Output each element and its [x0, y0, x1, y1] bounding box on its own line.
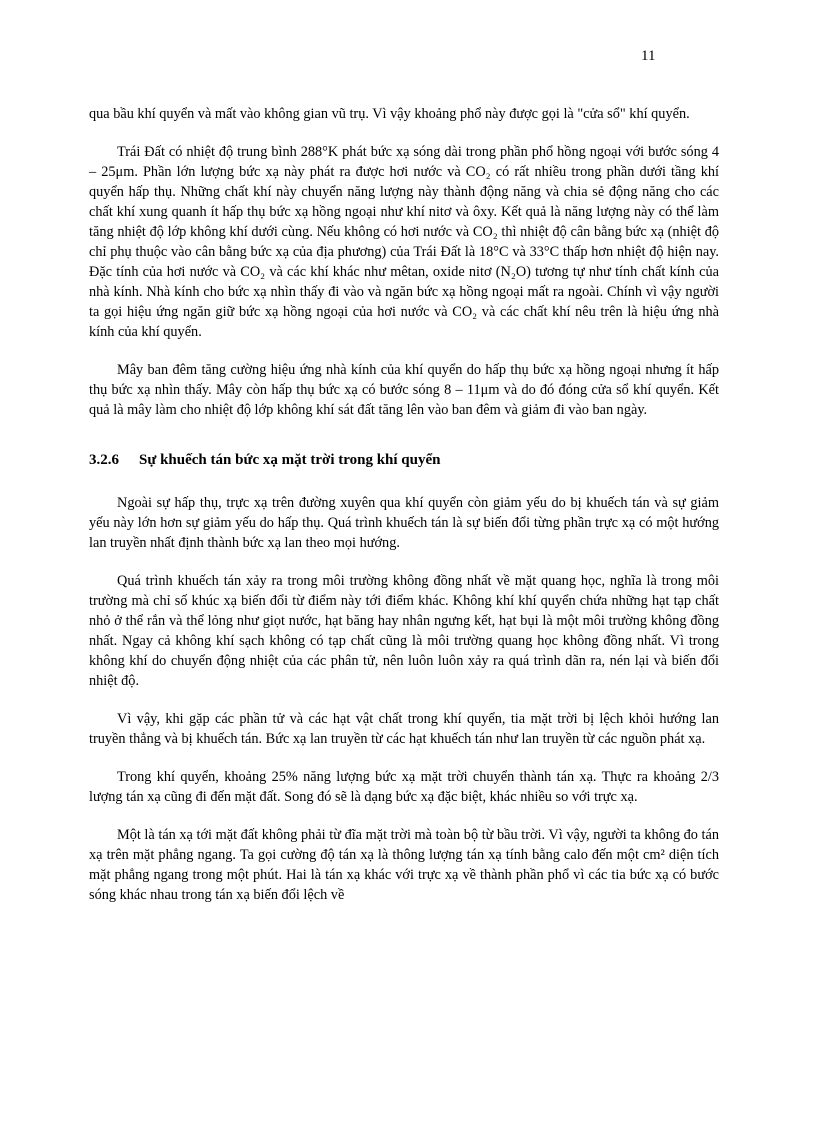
section-number: 3.2.6: [89, 452, 119, 468]
paragraph: Trái Đất có nhiệt độ trung bình 288°K phát bức xạ sóng dài trong phần phổ hồng ngoại với bước sóng 4 – 25μm. Phần lớn lượng bức xạ này phát ra được hơi nước và CO₂ có rất nhiều trong phần dưới tầng khí quyển hấp thụ. Những chất khí này chuyển năng lượng này thành động năng và chia sẻ động năng cho các chất khí xung quanh ít hấp thụ bức xạ hồng ngoại như khí nitơ và ôxy. Kết quả là năng lượng này có thể làm tăng nhiệt độ lớp không khí dưới cùng. Nếu không có hơi nước và CO₂ thì nhiệt độ cân bằng bức xạ (nhiệt độ chỉ phụ thuộc vào cân bằng bức xạ của địa phương) của Trái Đất là 18°C và 33°C thấp hơn nhiệt độ hiện nay. Đặc tính của hơi nước và CO₂ và các khí khác như mêtan, oxide nitơ (N₂O) tương tự như tính chất kính của nhà kính. Nhà kính cho bức xạ nhìn thấy đi vào và ngăn bức xạ hồng ngoại mất ra ngoài. Chính vì vậy người ta gọi hiệu ứng ngăn giữ bức xạ hồng ngoại của hơi nước và CO₂ và các chất khí nêu trên là hiệu ứng nhà kính của khí quyển.: [89, 144, 719, 340]
paragraph: Mây ban đêm tăng cường hiệu ứng nhà kính của khí quyển do hấp thụ bức xạ hồng ngoại nhưng ít hấp thụ bức xạ nhìn thấy. Mây còn hấp thụ bức xạ có bước sóng 8 – 11μm và do đó đóng cửa sổ khí quyển. Kết quả là mây làm cho nhiệt độ lớp không khí sát đất tăng lên vào ban đêm và giảm đi vào ban ngày.: [89, 362, 719, 418]
paragraph: Vì vậy, khi gặp các phần tử và các hạt vật chất trong khí quyển, tia mặt trời bị lệch khỏi hướng lan truyền thẳng và bị khuếch tán. Bức xạ lan truyền từ các hạt khuếch tán như lan truyền từ các nguồn phát xạ.: [89, 711, 719, 747]
page-number: 11: [641, 48, 656, 64]
section-heading: [89, 450, 719, 470]
paragraph: Trong khí quyển, khoảng 25% năng lượng bức xạ mặt trời chuyển thành tán xạ. Thực ra khoảng 2/3 lượng tán xạ cũng đi đến mặt đất. Song đó sẽ là dạng bức xạ đặc biệt, khác nhiều so với trực xạ.: [89, 769, 719, 805]
paragraph: Quá trình khuếch tán xảy ra trong môi trường không đồng nhất về mặt quang học, nghĩa là trong môi trường mà chỉ số khúc xạ biến đổi từ điểm này tới điểm khác. Không khí khí quyển chứa những hạt tạp chất nhỏ ở thể rắn và thể lỏng như giọt nước, hạt băng hay nhân ngưng kết, hạt bụi là một môi trường không đồng nhất. Ngay cả không khí sạch không có tạp chất cũng là môi trường quang học không đồng nhất. Vì trong không khí do chuyển động nhiệt của các phân tử, nên luôn luôn xảy ra quá trình dãn ra, nén lại và biến đổi nhiệt độ.: [89, 573, 719, 689]
section-title: Sự khuếch tán bức xạ mặt trời trong khí quyển: [139, 452, 441, 468]
paragraph: Một là tán xạ tới mặt đất không phải từ đĩa mặt trời mà toàn bộ từ bầu trời. Vì vậy, người ta không đo tán xạ trên mặt phẳng ngang. Ta gọi cường độ tán xạ là thông lượng tán xạ tính bằng calo đến một cm² diện tích mặt phẳng ngang trong một phút. Hai là tán xạ khác với trực xạ về thành phần phổ vì các tia bức xạ có bước sóng khác nhau trong tán xạ biến đổi lệch về: [89, 827, 719, 903]
paragraph: qua bầu khí quyển và mất vào không gian vũ trụ. Vì vậy khoảng phổ này được gọi là "cửa sổ" khí quyển.: [89, 106, 690, 122]
document-body: [89, 104, 719, 905]
paragraph: Ngoài sự hấp thụ, trực xạ trên đường xuyên qua khí quyển còn giảm yếu do bị khuếch tán và sự giảm yếu này lớn hơn sự giảm yếu do hấp thụ. Quá trình khuếch tán là sự biến đổi từng phần trực xạ có một hướng lan truyền nhất định thành bức xạ lan theo mọi hướng.: [89, 495, 719, 551]
